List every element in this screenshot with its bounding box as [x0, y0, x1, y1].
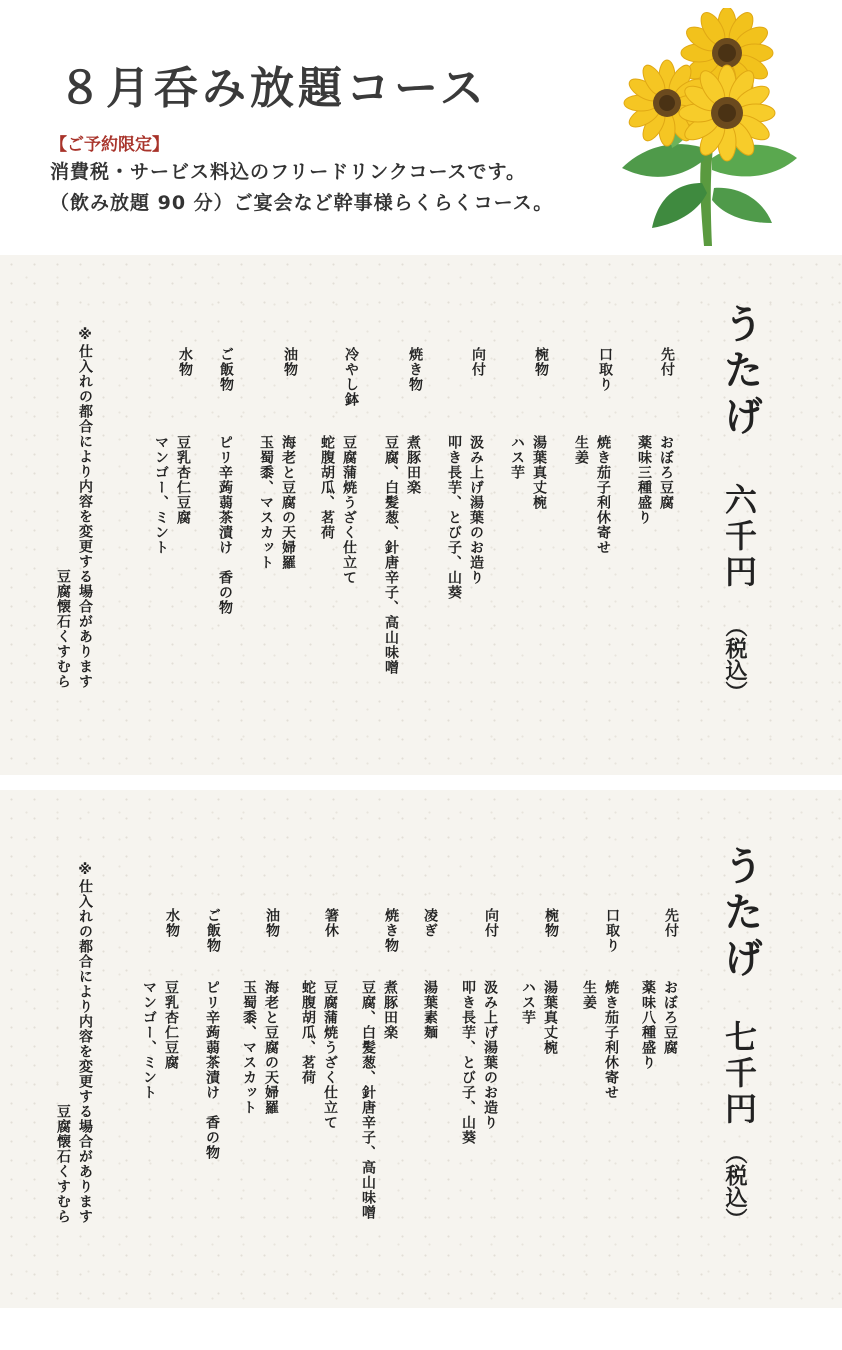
menu-category: 焼き物 — [383, 908, 399, 953]
menu-dish-list — [633, 435, 677, 525]
menu-dish: 湯葉素麺 — [422, 980, 438, 1040]
reservation-label: 【ご予約限定】 — [50, 135, 169, 155]
menu-dish-list — [637, 980, 681, 1070]
menu-category: 椀物 — [533, 347, 549, 377]
menu-category: 口取り — [604, 908, 620, 953]
page-title: ８月呑み放題コース — [58, 63, 488, 114]
menu-dish-list — [297, 980, 341, 1130]
menu-dish-list — [138, 980, 182, 1100]
menu-dish-list — [380, 435, 424, 675]
course-note — [52, 327, 96, 689]
menu-dish: 生姜 — [581, 980, 597, 1010]
menu-dish-list — [517, 980, 561, 1055]
menu-dish: 煮豚田楽 — [382, 980, 398, 1040]
menu-dish: マンゴー、ミント — [141, 980, 157, 1100]
menu-dish: 湯葉真丈椀 — [531, 435, 547, 510]
menu-dish: 豆腐蒲焼うざく仕立て — [341, 435, 357, 585]
menu-dish: ハス芋 — [509, 435, 525, 480]
course-name: うたげ — [717, 845, 763, 983]
menu-category: 焼き物 — [407, 347, 423, 392]
menu-dish: 豆腐、白髪葱、針唐辛子、高山味噌 — [383, 435, 399, 675]
menu-category: 向付 — [470, 347, 486, 377]
change-notice: ※仕入れの都合により内容を変更する場合があります — [77, 862, 93, 1224]
menu-category: 水物 — [164, 908, 180, 938]
menu-dish: 薬味八種盛り — [640, 980, 656, 1070]
menu-dish-list — [578, 980, 622, 1100]
menu-dish-list — [214, 435, 236, 615]
menu-dish: 叩き長芋、とび子、山葵 — [460, 980, 476, 1145]
menu-category: 先付 — [659, 347, 675, 377]
course-price: 七千円 — [720, 1020, 758, 1128]
menu-category: 凌ぎ — [422, 908, 438, 938]
menu-dish-list — [419, 980, 441, 1040]
menu-dish: 豆乳杏仁豆腐 — [175, 435, 191, 525]
description-line-2: （飲み放題 90 分）ご宴会など幹事様らくらくコース。 — [50, 192, 554, 214]
menu-dish: 海老と豆腐の天婦羅 — [263, 980, 279, 1115]
menu-category: 油物 — [282, 347, 298, 377]
menu-dish: 蛇腹胡瓜、茗荷 — [300, 980, 316, 1085]
menu-category: ご飯物 — [218, 347, 234, 392]
menu-dish-list — [255, 435, 299, 570]
menu-dish: 豆乳杏仁豆腐 — [163, 980, 179, 1070]
menu-dish-list — [238, 980, 282, 1115]
menu-dish: ピリ辛蒟蒻茶漬け 香の物 — [217, 435, 233, 615]
menu-dish: マンゴー、ミント — [153, 435, 169, 555]
course-name: うたげ — [717, 303, 763, 441]
menu-dish: 煮豚田楽 — [405, 435, 421, 495]
menu-dish-list — [201, 980, 223, 1160]
menu-dish-list — [150, 435, 194, 555]
menu-category: 先付 — [663, 908, 679, 938]
menu-dish: 汲み上げ湯葉のお造り — [468, 435, 484, 585]
menu-dish: 豆腐、白髪葱、針唐辛子、高山味噌 — [360, 980, 376, 1220]
menu-dish: 焼き茄子利休寄せ — [595, 435, 611, 555]
menu-category: ご飯物 — [205, 908, 221, 953]
menu-dish: 豆腐蒲焼うざく仕立て — [322, 980, 338, 1130]
menu-category: 向付 — [483, 908, 499, 938]
menu-dish: 叩き長芋、とび子、山葵 — [446, 435, 462, 600]
menu-category: 冷やし鉢 — [343, 347, 359, 407]
course-note — [52, 862, 96, 1224]
menu-category: 椀物 — [543, 908, 559, 938]
course-price: 六千円 — [720, 483, 758, 591]
menu-dish: 薬味三種盛り — [636, 435, 652, 525]
menu-dish: 湯葉真丈椀 — [542, 980, 558, 1055]
header — [0, 0, 842, 255]
menu-dish: 蛇腹胡瓜、茗荷 — [319, 435, 335, 540]
change-notice: ※仕入れの都合により内容を変更する場合があります — [77, 327, 93, 689]
course-panel-1 — [0, 255, 842, 775]
course-tax-label: （税込） — [722, 615, 747, 703]
menu-dish-list — [357, 980, 401, 1220]
menu-category: 水物 — [177, 347, 193, 377]
menu-category: 油物 — [264, 908, 280, 938]
menu-dish: 焼き茄子利休寄せ — [603, 980, 619, 1100]
menu-dish-list — [443, 435, 487, 600]
menu-dish-list — [457, 980, 501, 1145]
menu-dish-list — [570, 435, 614, 555]
description-line-1: 消費税・サービス料込のフリードリンクコースです。 — [50, 161, 527, 183]
menu-dish: おぼろ豆腐 — [658, 435, 674, 510]
menu-dish-list — [506, 435, 550, 510]
restaurant-name: 豆腐懐石くすむら — [55, 569, 71, 689]
menu-dish: 玉蜀黍、マスカット — [241, 980, 257, 1115]
menu-dish: 汲み上げ湯葉のお造り — [482, 980, 498, 1130]
menu-dish: 玉蜀黍、マスカット — [258, 435, 274, 570]
sunflower-illustration — [612, 8, 802, 248]
menu-dish-list — [316, 435, 360, 585]
menu-dish: 海老と豆腐の天婦羅 — [280, 435, 296, 570]
course-panel-2 — [0, 790, 842, 1308]
menu-dish: ピリ辛蒟蒻茶漬け 香の物 — [204, 980, 220, 1160]
menu-dish: ハス芋 — [520, 980, 536, 1025]
menu-dish: おぼろ豆腐 — [662, 980, 678, 1055]
menu-category: 箸休 — [323, 908, 339, 938]
menu-dish: 生姜 — [573, 435, 589, 465]
course-tax-label: （税込） — [722, 1142, 747, 1230]
restaurant-name: 豆腐懐石くすむら — [55, 1104, 71, 1224]
menu-category: 口取り — [597, 347, 613, 392]
